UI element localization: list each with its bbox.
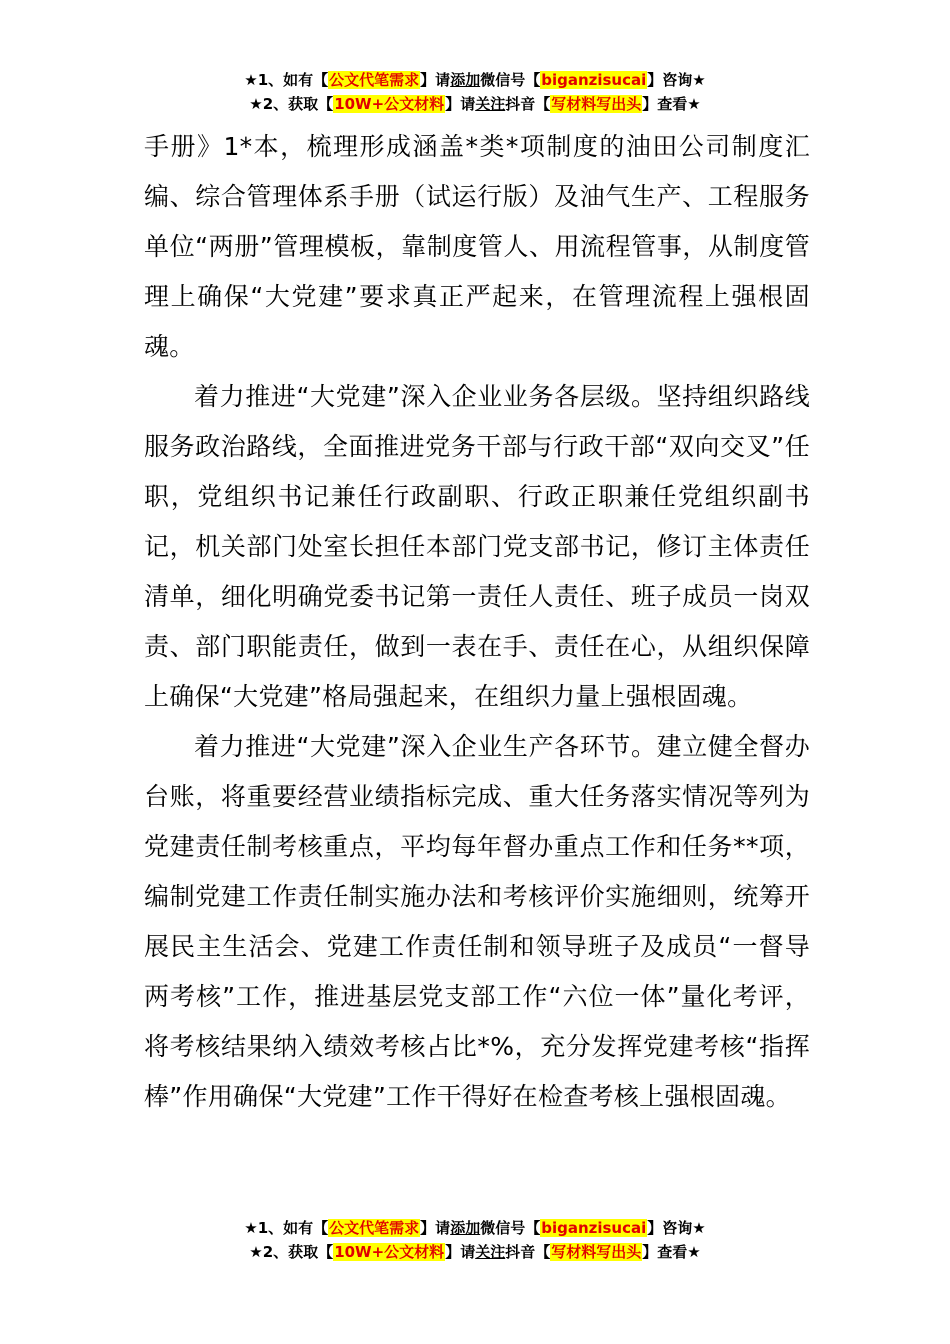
highlight-wechat-id: biganzisucai — [541, 71, 647, 89]
highlight-douyin-id: 写材料写出头 — [551, 1243, 642, 1261]
banner-text: 】请 — [420, 71, 451, 89]
banner-text: 】咨询★ — [647, 71, 706, 89]
banner-text: 】请 — [445, 1243, 476, 1261]
banner-line-1 — [0, 1216, 950, 1240]
banner-text: 】查看★ — [642, 95, 701, 113]
banner-text: 】请 — [420, 1219, 451, 1237]
banner-text: 】查看★ — [642, 1243, 701, 1261]
header-banner — [0, 68, 950, 116]
highlight-douyin-id: 写材料写出头 — [551, 95, 642, 113]
underlined-add: 添加 — [450, 71, 481, 89]
paragraph-continuation: 手册》1*本，梳理形成涵盖*类*项制度的油田公司制度汇编、综合管理体系手册（试运行版）及油气生产、工程服务单位“两册”管理模板，靠制度管人、用流程管事，从制度管理上确保“大党建”要求真正严起来，在管理流程上强根固魂。 — [144, 132, 810, 361]
paragraph-organization: 着力推进“大党建”深入企业业务各层级。坚持组织路线服务政治路线，全面推进党务干部与行政干部“双向交叉”任职，党组织书记兼任行政副职、行政正职兼任党组织副书记，机关部门处室长担任本部门党支部书记，修订主体责任清单，细化明确党委书记第一责任人责任、班子成员一岗双责、部门职能责任，做到一表在手、责任在心，从组织保障上确保“大党建”格局强起来，在组织力量上强根固魂。 — [144, 382, 810, 711]
document-body — [144, 122, 810, 1122]
highlight-service: 公文代笔需求 — [329, 71, 420, 89]
banner-text: 微信号【 — [480, 1219, 541, 1237]
highlight-service: 公文代笔需求 — [329, 1219, 420, 1237]
banner-line-1 — [0, 68, 950, 92]
underlined-add: 添加 — [450, 1219, 481, 1237]
banner-text: 】咨询★ — [647, 1219, 706, 1237]
banner-text: ★1、如有【 — [244, 71, 329, 89]
banner-text: ★1、如有【 — [244, 1219, 329, 1237]
paragraph-production: 着力推进“大党建”深入企业生产各环节。建立健全督办台账，将重要经营业绩指标完成、重大任务落实情况等列为党建责任制考核重点，平均每年督办重点工作和任务**项，编制党建工作责任制实施办法和考核评价实施细则，统筹开展民主生活会、党建工作责任制和领导班子及成员“一督导两考核”工作，推进基层党支部工作“六位一体”量化考评，将考核结果纳入绩效考核占比*%，充分发挥党建考核“指挥棒”作用确保“大党建”工作干得好在检查考核上强根固魂。 — [144, 732, 810, 1111]
banner-text: 】请 — [445, 95, 476, 113]
banner-text: 抖音【 — [505, 95, 551, 113]
banner-line-2 — [0, 1240, 950, 1264]
underlined-follow: 关注 — [475, 1243, 506, 1261]
footer-banner — [0, 1216, 950, 1264]
banner-text: 微信号【 — [480, 71, 541, 89]
banner-text: ★2、获取【 — [249, 1243, 334, 1261]
underlined-follow: 关注 — [475, 95, 506, 113]
highlight-wechat-id: biganzisucai — [541, 1219, 647, 1237]
banner-text: ★2、获取【 — [249, 95, 334, 113]
highlight-materials: 10W+公文材料 — [334, 1243, 445, 1261]
banner-text: 抖音【 — [505, 1243, 551, 1261]
banner-line-2 — [0, 92, 950, 116]
highlight-materials: 10W+公文材料 — [334, 95, 445, 113]
